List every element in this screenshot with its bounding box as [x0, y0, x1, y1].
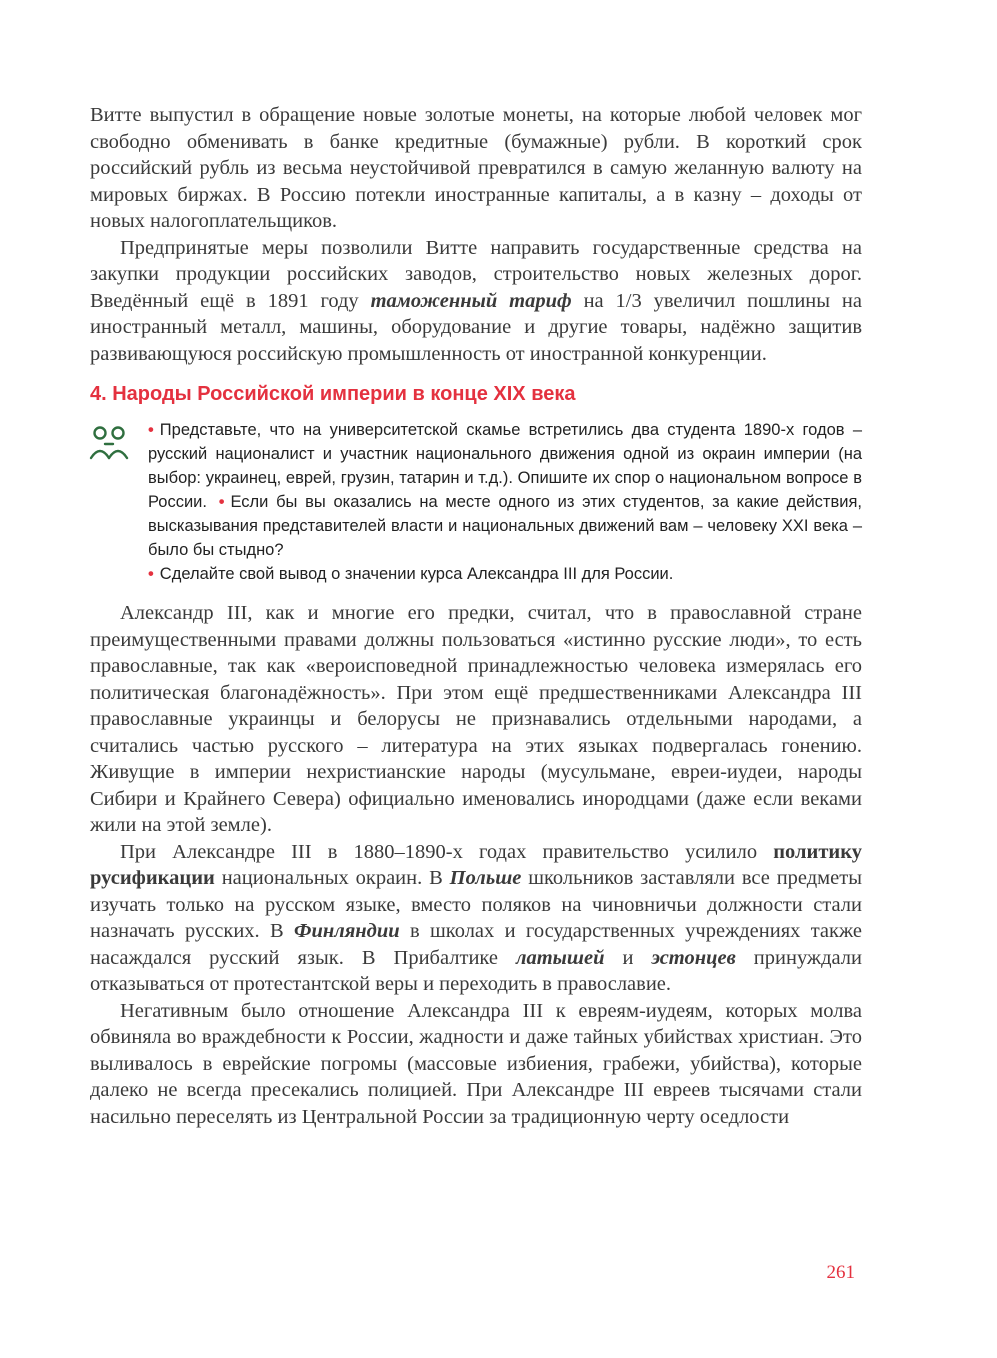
bullet-icon: • [218, 493, 225, 511]
discussion-task-icon [86, 420, 132, 468]
text-run: в школах и государственных учреждениях также насаждался русский язык. В Прибалтике [90, 920, 862, 969]
text-run: Негативным было отношение Александра III к евреям-иудеям, которых молва обвиняла во враждебности к России, жадности и даже тайных убийствах христиан. Это выливалось в еврейские погромы (массовые избиения, грабежи, убийства), которые далеко не всегда пресекались полицией. При Александре III евреев тысячами стали насильно переселять из Центральной России за традиционную черту оседлости [90, 999, 862, 1128]
page-number: 261 [826, 1262, 855, 1283]
text-run-emphasis: эстонцев [651, 946, 736, 969]
paragraph-vitte-coins [90, 102, 862, 235]
exercise-paragraph [148, 562, 862, 586]
exercise-task-text: Сделайте свой вывод о значении курса Александра III для России. [159, 565, 674, 583]
paragraph-pogroms [90, 998, 862, 1131]
paragraph-vitte-measures [90, 235, 862, 368]
text-run: принуждали отказываться от протестантской веры и переходить в православие. [90, 946, 862, 995]
text-run: При Александре III в 1880–1890-х годах правительство усилило [120, 840, 774, 863]
exercise-block [148, 418, 862, 586]
paragraph-russification [90, 839, 862, 998]
text-run: и [604, 946, 652, 969]
page-content [90, 102, 862, 1130]
text-run-bold: политику русификации [90, 840, 862, 889]
exercise-task-text: Представьте, что на университетской скамье встретились два студента 1890-х годов – русский националист и участник национального движения одной из окраин империи (на выбор: украинец, еврей, грузин, татарин и т.д.). Опишите их спор о национальном вопросе в России. [148, 421, 862, 511]
bullet-icon: • [148, 421, 154, 439]
text-run-emphasis: Польше [449, 867, 522, 889]
paragraph-alexander-orthodoxy [90, 600, 862, 839]
text-run: на 1/3 увеличил пошлины на иностранный металл, машины, оборудование и другие товары, надёжно защитив развивающуюся российскую промышленность от иностранной конкуренции. [90, 289, 862, 365]
exercise-task-text: Если бы вы оказались на месте одного из этих студентов, за какие действия, высказывания представителей власти и национальных движений вам – человеку XXI века – было бы стыдно? [148, 493, 862, 559]
exercise-paragraph [148, 418, 862, 562]
text-run-emphasis: Финляндии [294, 920, 400, 942]
bullet-icon: • [148, 565, 154, 583]
text-run-emphasis: латышей [515, 946, 605, 969]
text-run: Витте выпустил в обращение новые золотые монеты, на которые любой человек мог свободно обменивать в банке кредитные (бумажные) рубли. В короткий срок российский рубль из весьма неустойчивой превратился в самую желанную валюту на мировых биржах. В Россию потекли иностранные капиталы, а в казну – доходы от новых налогоплательщиков. [90, 104, 862, 232]
text-run: школьников заставляли все предметы изучать только на русском языке, вместо поляков на чиновничьи должности стали назначать русских. В [90, 867, 862, 942]
text-run-emphasis: таможенный тариф [370, 289, 572, 312]
text-run: Александр III, как и многие его предки, считал, что в православной стране преимущественными правами должны пользоваться «истинно русские люди», то есть православные, так как «вероисповедной принадлежностью человека измерялась его политическая благонадёжность». При этом ещё предшественниками Александра III православные украинцы и белорусы не признавались отдельными народами, а считались частью русского – литература на этих языках подвергалась гонению. Живущие в империи нехристианские народы (мусульмане, евреи-иудеи, народы Сибири и Крайнего Севера) официально именовались инородцами (даже если веками жили на этой земле). [90, 602, 862, 836]
text-run: Предпринятые меры позволили Витте направить государственные средства на закупки продукции российских заводов, строительство новых железных дорог. Введённый ещё в 1891 году [90, 236, 862, 312]
section-heading: 4. Народы Российской империи в конце XIX века [90, 383, 576, 405]
text-run: национальных окраин. В [214, 867, 450, 889]
